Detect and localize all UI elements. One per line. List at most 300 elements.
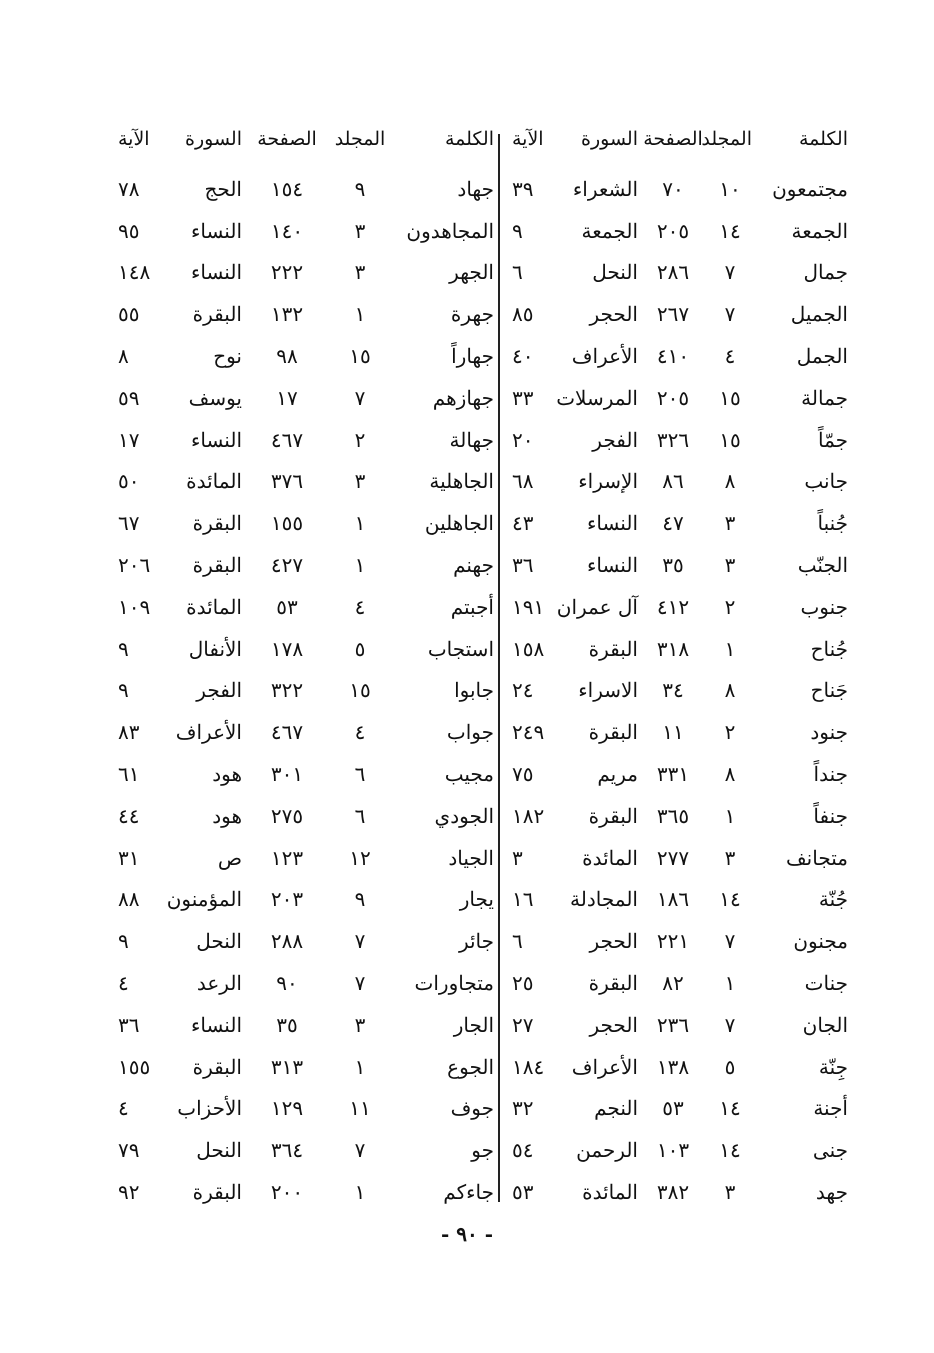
entry-aya: ١٥٥: [118, 1054, 151, 1079]
entry-aya: ٧٥: [512, 762, 534, 787]
table-row: [118, 1088, 494, 1130]
entry-word: متجانف: [785, 845, 848, 870]
entry-aya: ٩: [118, 678, 129, 703]
entry-page: ٣١٣: [270, 1054, 304, 1079]
entry-sura: الأعراف: [175, 720, 242, 745]
entry-aya: ٩٥: [118, 218, 140, 243]
entry-volume: ٧: [724, 929, 736, 954]
entry-page: ٢٨٨: [270, 929, 304, 954]
table-row: [118, 335, 494, 377]
entry-word: جمال: [803, 260, 848, 285]
entry-page: ١٢٩: [270, 1096, 304, 1121]
table-row: [118, 586, 494, 628]
header-volume: المجلد: [701, 128, 752, 150]
entry-word: جمالة: [801, 385, 848, 410]
entry-aya: ٥٠: [118, 469, 140, 494]
table-row: [512, 795, 848, 837]
entry-page: ١٥٥: [270, 511, 304, 536]
header-sura: السورة: [581, 128, 638, 150]
index-table-left: [118, 128, 494, 1213]
entry-volume: ١٥: [719, 427, 741, 452]
table-row: [118, 670, 494, 712]
table-row: [512, 1046, 848, 1088]
entry-page: ٥٣: [662, 1096, 684, 1121]
entry-volume: ١: [354, 553, 366, 578]
table-row: [118, 419, 494, 461]
index-table-right: [512, 128, 848, 1213]
table-row: [118, 837, 494, 879]
entry-sura: المائدة: [582, 845, 638, 870]
entry-volume: ١: [354, 511, 366, 536]
entry-sura: الرعد: [196, 971, 242, 996]
entry-volume: ٣: [724, 553, 736, 578]
entry-sura: الاسراء: [578, 678, 638, 703]
entry-aya: ٨: [118, 344, 129, 369]
entry-word: الجهر: [449, 260, 494, 285]
entry-aya: ٢٠: [512, 427, 534, 452]
entry-aya: ٨٨: [118, 887, 140, 912]
entry-aya: ٣٣: [512, 385, 534, 410]
entry-volume: ١٥: [349, 678, 371, 703]
entry-volume: ١٠: [719, 176, 741, 201]
table-row: [512, 1171, 848, 1213]
entry-sura: نوح: [213, 344, 242, 369]
entry-page: ١٧٨: [270, 636, 304, 661]
column-divider: [498, 134, 500, 1202]
entry-volume: ٧: [354, 929, 366, 954]
entry-word: المجاهدون: [406, 218, 494, 243]
table-row: [118, 962, 494, 1004]
entry-sura: النساء: [586, 553, 638, 578]
entry-word: أجنة: [813, 1096, 848, 1121]
entry-aya: ١٠٩: [118, 594, 151, 619]
entry-page: ٤٢٧: [270, 553, 304, 578]
entry-volume: ٩: [354, 176, 366, 201]
entry-word: الجوع: [447, 1054, 494, 1079]
entry-aya: ٩: [118, 636, 129, 661]
entry-aya: ٩: [512, 218, 523, 243]
entry-sura: المؤمنون: [166, 887, 242, 912]
entry-word: استجاب: [427, 636, 494, 661]
entry-sura: البقرة: [192, 302, 242, 327]
entry-volume: ١٤: [719, 1096, 741, 1121]
entry-page: ٣٦٥: [656, 803, 690, 828]
entry-aya: ٦٨: [512, 469, 534, 494]
entry-volume: ١١: [349, 1096, 371, 1121]
entry-sura: المائدة: [186, 469, 242, 494]
entry-word: جائر: [458, 929, 494, 954]
entry-aya: ٣٦: [512, 553, 534, 578]
table-row: [118, 461, 494, 503]
entry-page: ١٠٣: [656, 1138, 690, 1163]
entry-aya: ٤٣: [512, 511, 534, 536]
entry-aya: ٢٥: [512, 971, 534, 996]
entry-volume: ٧: [354, 385, 366, 410]
header-page: الصفحة: [257, 128, 317, 150]
entry-aya: ١٧: [118, 427, 140, 452]
table-row: [512, 920, 848, 962]
entry-volume: ٥: [354, 636, 366, 661]
table-row: [512, 461, 848, 503]
entry-volume: ٤: [354, 594, 366, 619]
entry-aya: ١٨٢: [512, 803, 545, 828]
entry-page: ٣١٨: [656, 636, 690, 661]
entry-word: الجاهلين: [424, 511, 494, 536]
table-row: [512, 293, 848, 335]
entry-word: الجاهلية: [429, 469, 494, 494]
entry-word: مجتمعون: [772, 176, 848, 201]
entry-word: الجودي: [434, 803, 494, 828]
entry-word: جُنباً: [817, 511, 848, 536]
entry-volume: ٣: [354, 260, 366, 285]
table-row: [512, 628, 848, 670]
header-word: الكلمة: [444, 128, 494, 150]
entry-aya: ٤: [118, 1096, 129, 1121]
entry-page: ١٤٠: [270, 218, 304, 243]
entry-volume: ٢: [724, 720, 736, 745]
entry-volume: ٧: [724, 1012, 736, 1037]
entry-page: ٢٦٧: [656, 302, 690, 327]
entry-word: جانب: [804, 469, 848, 494]
entry-word: جواب: [446, 720, 494, 745]
entry-page: ٢٨٦: [656, 260, 690, 285]
entry-aya: ٣٩: [512, 176, 534, 201]
entry-page: ١٣٢: [270, 302, 304, 327]
entry-word: جِنّة: [818, 1054, 848, 1079]
table-row: [512, 502, 848, 544]
entry-aya: ٥٩: [118, 385, 140, 410]
table-row: [118, 293, 494, 335]
entry-volume: ٨: [724, 678, 736, 703]
entry-page: ١٨٦: [656, 887, 690, 912]
entry-sura: الحجر: [589, 302, 638, 327]
table-body: [512, 168, 848, 1213]
table-row: [512, 1129, 848, 1171]
entry-word: جهد: [815, 1180, 848, 1205]
entry-page: ١٥٤: [270, 176, 304, 201]
entry-sura: النساء: [190, 1012, 242, 1037]
entry-word: متجاورات: [414, 971, 494, 996]
entry-volume: ٣: [354, 218, 366, 243]
entry-aya: ٤٤: [118, 803, 140, 828]
entry-sura: الفجر: [592, 427, 638, 452]
header-aya: الآية: [118, 128, 150, 150]
entry-volume: ٣: [724, 511, 736, 536]
entry-page: ٥٣: [276, 594, 298, 619]
entry-word: جابوا: [454, 678, 494, 703]
entry-sura: النحل: [592, 260, 638, 285]
entry-sura: الجمعة: [581, 218, 638, 243]
entry-sura: الأحزاب: [177, 1096, 242, 1121]
entry-page: ٤٦٧: [270, 720, 304, 745]
entry-word: أجبتم: [450, 594, 494, 619]
entry-sura: النساء: [190, 218, 242, 243]
entry-volume: ١٤: [719, 218, 741, 243]
entry-word: جهرة: [450, 302, 494, 327]
entry-word: جنود: [810, 720, 848, 745]
header-volume: المجلد: [334, 128, 386, 150]
table-row: [118, 544, 494, 586]
entry-aya: ٤: [118, 971, 129, 996]
entry-aya: ١٥٨: [512, 636, 545, 661]
entry-volume: ٣: [724, 845, 736, 870]
entry-word: جهنم: [453, 553, 494, 578]
entry-aya: ٨٣: [118, 720, 140, 745]
entry-aya: ٣٢: [512, 1096, 534, 1121]
entry-sura: الحجر: [589, 1012, 638, 1037]
table-row: [512, 544, 848, 586]
entry-volume: ٩: [354, 887, 366, 912]
entry-sura: البقرة: [588, 971, 638, 996]
table-row: [118, 711, 494, 753]
entry-sura: الإسراء: [578, 469, 638, 494]
entry-volume: ٧: [724, 302, 736, 327]
entry-volume: ٧: [354, 1138, 366, 1163]
entry-aya: ٢٤: [512, 678, 534, 703]
entry-word: جهالة: [449, 427, 494, 452]
entry-sura: البقرة: [588, 803, 638, 828]
header-sura: السورة: [185, 128, 242, 150]
entry-word: جنات: [804, 971, 848, 996]
entry-word: الجميل: [790, 302, 848, 327]
entry-sura: النحل: [196, 929, 242, 954]
entry-word: جنفاً: [813, 803, 848, 828]
header-aya: الآية: [512, 128, 544, 150]
table-row: [118, 252, 494, 294]
entry-page: ٤١٠: [656, 344, 690, 369]
entry-volume: ١: [724, 803, 736, 828]
entry-word: يجار: [459, 887, 494, 912]
entry-word: جُناح: [810, 636, 848, 661]
table-row: [512, 1004, 848, 1046]
table-row: [512, 586, 848, 628]
entry-sura: هود: [212, 762, 242, 787]
table-body: [118, 168, 494, 1213]
entry-page: ٢٢٢: [270, 260, 304, 285]
table-row: [512, 837, 848, 879]
entry-sura: البقرة: [192, 553, 242, 578]
entry-aya: ٦٧: [118, 511, 140, 536]
table-row: [512, 670, 848, 712]
entry-page: ٨٦: [662, 469, 684, 494]
entry-page: ٤٧: [662, 511, 684, 536]
entry-sura: الشعراء: [572, 176, 638, 201]
entry-volume: ١٥: [719, 385, 741, 410]
entry-volume: ١: [724, 971, 736, 996]
entry-aya: ٢٤٩: [512, 720, 545, 745]
entry-sura: البقرة: [588, 636, 638, 661]
entry-volume: ٦: [354, 803, 366, 828]
entry-sura: الأنفال: [188, 636, 242, 661]
entry-page: ٢٠٥: [656, 218, 690, 243]
entry-sura: الفجر: [196, 678, 242, 703]
entry-sura: المرسلات: [556, 385, 638, 410]
entry-page: ٢٧٧: [656, 845, 690, 870]
entry-page: ٣٥: [276, 1012, 298, 1037]
entry-sura: النساء: [190, 260, 242, 285]
entry-volume: ٣: [354, 469, 366, 494]
table-row: [512, 753, 848, 795]
entry-word: الجياد: [448, 845, 494, 870]
entry-page: ٩٠: [276, 971, 298, 996]
entry-sura: النحل: [196, 1138, 242, 1163]
table-row: [512, 335, 848, 377]
entry-page: ٣٢٦: [656, 427, 690, 452]
table-header: [512, 128, 848, 168]
table-row: [118, 920, 494, 962]
entry-word: مجنون: [793, 929, 848, 954]
entry-word: جنداً: [813, 762, 848, 787]
entry-word: جاءكم: [443, 1180, 494, 1205]
entry-sura: المجادلة: [570, 887, 638, 912]
entry-aya: ١٨٤: [512, 1054, 545, 1079]
entry-word: جوف: [450, 1096, 494, 1121]
entry-word: جُنّة: [818, 887, 848, 912]
table-row: [118, 1129, 494, 1171]
table-row: [118, 502, 494, 544]
entry-word: جهازهم: [432, 385, 494, 410]
entry-aya: ٧٨: [118, 176, 140, 201]
entry-aya: ٥٤: [512, 1138, 534, 1163]
entry-volume: ٨: [724, 762, 736, 787]
entry-volume: ٥: [724, 1054, 736, 1079]
entry-page: ٣٢٢: [270, 678, 304, 703]
entry-aya: ٦: [512, 260, 523, 285]
entry-page: ٣٥: [662, 553, 684, 578]
table-row: [118, 377, 494, 419]
entry-sura: يوسف: [188, 385, 242, 410]
entry-page: ١٣٨: [656, 1054, 690, 1079]
table-row: [118, 168, 494, 210]
entry-sura: ص: [217, 845, 242, 870]
entry-page: ٩٨: [276, 344, 298, 369]
entry-page: ٢٠٣: [270, 887, 304, 912]
entry-aya: ٢٠٦: [118, 553, 151, 578]
entry-sura: المائدة: [186, 594, 242, 619]
entry-volume: ٣: [724, 1180, 736, 1205]
entry-page: ٢٠٥: [656, 385, 690, 410]
entry-aya: ٣١: [118, 845, 140, 870]
entry-sura: النساء: [586, 511, 638, 536]
entry-page: ٨٢: [662, 971, 684, 996]
entry-sura: المائدة: [582, 1180, 638, 1205]
entry-sura: الحج: [204, 176, 242, 201]
table-row: [512, 252, 848, 294]
table-row: [512, 419, 848, 461]
entry-aya: ٦: [512, 929, 523, 954]
entry-page: ٣٠١: [270, 762, 304, 787]
entry-aya: ٩٢: [118, 1180, 140, 1205]
table-row: [118, 628, 494, 670]
entry-page: ٢٣٦: [656, 1012, 690, 1037]
entry-word: الجمل: [796, 344, 848, 369]
entry-page: ٣٤: [662, 678, 684, 703]
table-row: [118, 795, 494, 837]
entry-volume: ٤: [724, 344, 736, 369]
table-header: [118, 128, 494, 168]
entry-sura: الأعراف: [571, 1054, 638, 1079]
entry-aya: ٤٠: [512, 344, 534, 369]
header-word: الكلمة: [798, 128, 848, 150]
entry-page: ٣٨٢: [656, 1180, 690, 1205]
entry-volume: ١: [354, 1054, 366, 1079]
entry-page: ٧٠: [662, 176, 684, 201]
entry-aya: ١٦: [512, 887, 534, 912]
entry-sura: هود: [212, 803, 242, 828]
entry-volume: ٧: [354, 971, 366, 996]
page-number: - ٩٠ -: [440, 1222, 493, 1246]
entry-volume: ١٤: [719, 887, 741, 912]
entry-page: ٤١٢: [656, 594, 690, 619]
table-row: [512, 962, 848, 1004]
entry-word: الجان: [802, 1012, 848, 1037]
entry-sura: البقرة: [192, 1054, 242, 1079]
entry-volume: ٤: [354, 720, 366, 745]
entry-word: جنى: [812, 1138, 848, 1163]
entry-aya: ٩: [118, 929, 129, 954]
entry-page: ٣٦٤: [270, 1138, 304, 1163]
table-row: [512, 168, 848, 210]
entry-volume: ٦: [354, 762, 366, 787]
entry-sura: البقرة: [192, 511, 242, 536]
entry-aya: ٨٥: [512, 302, 534, 327]
entry-sura: البقرة: [588, 720, 638, 745]
entry-word: جهاد: [457, 176, 494, 201]
table-row: [118, 210, 494, 252]
entry-volume: ١٤: [719, 1138, 741, 1163]
entry-volume: ١: [354, 302, 366, 327]
entry-page: ٤٦٧: [270, 427, 304, 452]
entry-volume: ٢: [354, 427, 366, 452]
table-row: [118, 879, 494, 921]
table-row: [512, 879, 848, 921]
entry-aya: ٣٦: [118, 1012, 140, 1037]
table-row: [512, 377, 848, 419]
table-row: [512, 1088, 848, 1130]
entry-volume: ١: [354, 1180, 366, 1205]
entry-volume: ١٢: [349, 845, 371, 870]
entry-volume: ١: [724, 636, 736, 661]
entry-volume: ٧: [724, 260, 736, 285]
entry-aya: ٦١: [118, 762, 140, 787]
entry-page: ٢٠٠: [270, 1180, 304, 1205]
entry-sura: النجم: [594, 1096, 638, 1121]
entry-word: الجار: [453, 1012, 494, 1037]
entry-word: جمّاً: [817, 427, 848, 452]
entry-page: ١٢٣: [270, 845, 304, 870]
entry-aya: ١٩١: [512, 594, 545, 619]
entry-page: ١١: [662, 720, 684, 745]
entry-aya: ٥٥: [118, 302, 140, 327]
entry-sura: البقرة: [192, 1180, 242, 1205]
header-page: الصفحة: [643, 128, 703, 150]
entry-word: جنوب: [800, 594, 848, 619]
entry-word: جَناح: [810, 678, 848, 703]
entry-sura: مريم: [597, 762, 638, 787]
entry-word: جهاراً: [451, 344, 494, 369]
table-row: [512, 210, 848, 252]
entry-page: ٢٧٥: [270, 803, 304, 828]
entry-page: ٢٢١: [656, 929, 690, 954]
entry-aya: ٢٧: [512, 1012, 534, 1037]
entry-sura: آل عمران: [556, 594, 638, 619]
table-row: [118, 1171, 494, 1213]
entry-aya: ٣: [512, 845, 523, 870]
entry-page: ١٧: [276, 385, 298, 410]
entry-aya: ٧٩: [118, 1138, 140, 1163]
table-row: [512, 711, 848, 753]
entry-aya: ١٤٨: [118, 260, 151, 285]
